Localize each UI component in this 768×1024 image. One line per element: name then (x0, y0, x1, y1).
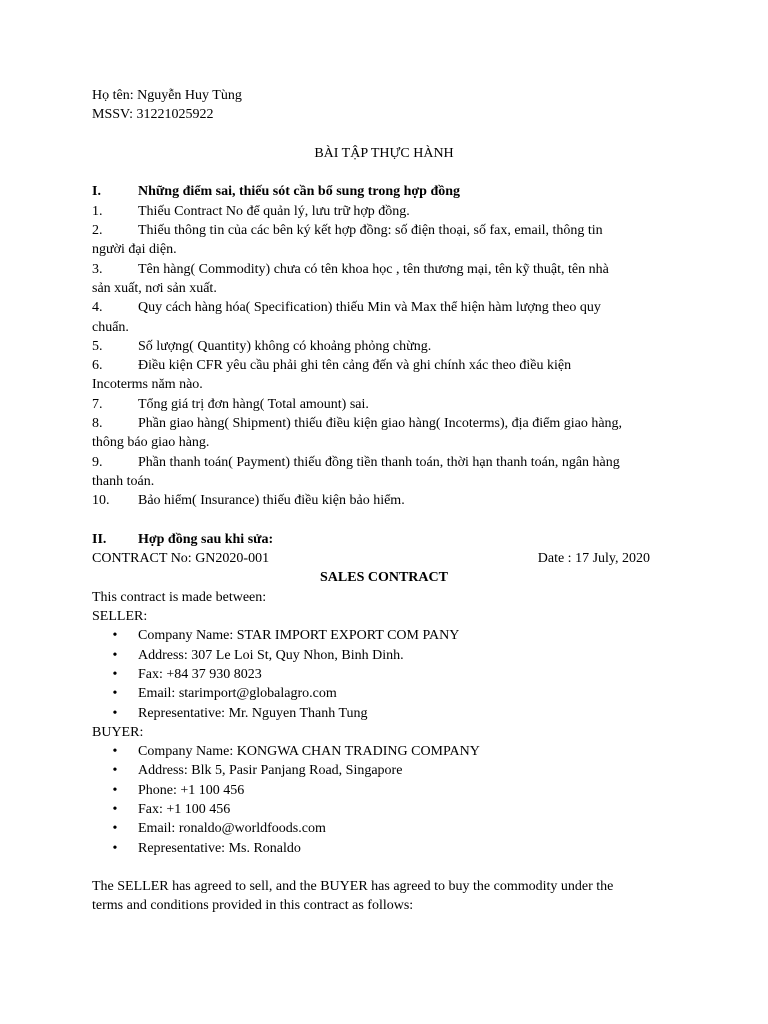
seller-details (92, 626, 676, 722)
section-2-number: II. (92, 531, 107, 547)
document-title: BÀI TẬP THỰC HÀNH (314, 145, 454, 161)
seller-label: SELLER: (92, 609, 148, 625)
list-item: • Fax: +84 37 930 8023 (112, 666, 262, 682)
list-item: 7. Tổng giá trị đơn hàng( Total amount) sai. (92, 396, 369, 412)
section-1-title: Những điểm sai, thiếu sót cần bổ sung trong hợp đồng (138, 184, 461, 200)
list-item: 2. Thiếu thông tin của các bên ký kết hợp đồng: số điện thoại, số fax, email, thông tin người đại diện. (92, 223, 603, 258)
list-item: • Address: 307 Le Loi St, Quy Nhon, Binh Dinh. (112, 647, 404, 663)
student-name: Họ tên: Nguyễn Huy Tùng (92, 88, 242, 103)
list-item: 6. Điều kiện CFR yêu cầu phải ghi tên cảng đến và ghi chính xác theo điều kiện Incoterms năm nào. (92, 358, 572, 393)
buyer-label: BUYER: (92, 724, 144, 740)
student-id: MSSV: 31221025922 (92, 107, 214, 123)
list-item: • Representative: Mr. Nguyen Thanh Tung (112, 705, 368, 721)
list-item: • Company Name: STAR IMPORT EXPORT COM PANY (112, 628, 460, 644)
section-1-heading (92, 182, 676, 201)
closing-paragraph-line-2: terms and conditions provided in this contract as follows: (92, 898, 414, 914)
list-item: 4. Quy cách hàng hóa( Specification) thiếu Min và Max thể hiện hàm lượng theo quy chuẩn. (92, 300, 601, 335)
issues-list (92, 202, 676, 511)
list-item: • Representative: Ms. Ronaldo (112, 840, 301, 856)
list-item: 3. Tên hàng( Commodity) chưa có tên khoa học , tên thương mại, tên kỹ thuật, tên nhà sản xuất, nơi sản xuất. (92, 261, 609, 296)
contract-title: SALES CONTRACT (320, 570, 448, 586)
contract-number: CONTRACT No: GN2020-001 (92, 551, 270, 567)
list-item: 5. Số lượng( Quantity) không có khoảng phỏng chừng. (92, 338, 432, 354)
list-item: 9. Phần thanh toán( Payment) thiếu đồng tiền thanh toán, thời hạn thanh toán, ngân hàng thanh toán. (92, 454, 620, 489)
list-item: 8. Phần giao hàng( Shipment) thiếu điều kiện giao hàng( Incoterms), địa điểm giao hàng, thông báo giao hàng. (92, 416, 623, 451)
contract-intro: This contract is made between: (92, 589, 267, 605)
contract-meta-row (92, 549, 676, 568)
buyer-details (92, 742, 676, 858)
list-item: • Email: ronaldo@worldfoods.com (112, 821, 326, 837)
list-item: • Email: starimport@globalagro.com (112, 686, 337, 702)
section-1-number: I. (92, 184, 101, 200)
contract-date: Date : 17 July, 2020 (537, 551, 650, 567)
list-item: • Company Name: KONGWA CHAN TRADING COMPANY (112, 744, 480, 760)
list-item: • Fax: +1 100 456 (112, 801, 231, 817)
section-2-title: Hợp đồng sau khi sửa: (138, 531, 274, 547)
list-item: • Address: Blk 5, Pasir Panjang Road, Singapore (112, 763, 403, 779)
section-2-heading (92, 530, 676, 549)
list-item: • Phone: +1 100 456 (112, 782, 245, 798)
closing-paragraph-line-1: The SELLER has agreed to sell, and the BUYER has agreed to buy the commodity under the (92, 879, 614, 895)
list-item: 10. Bảo hiểm( Insurance) thiếu điều kiện bảo hiểm. (92, 493, 405, 509)
list-item: 1. Thiếu Contract No để quản lý, lưu trữ hợp đồng. (92, 203, 410, 219)
